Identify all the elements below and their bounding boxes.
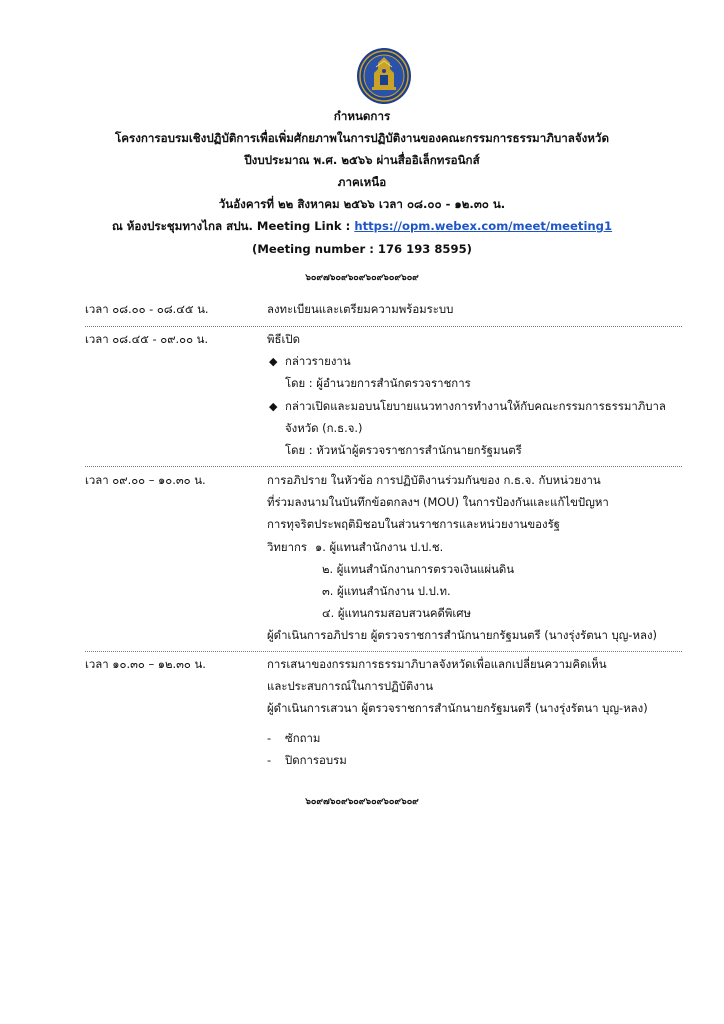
forum-moderator: ผู้ดำเนินการเสวนา ผู้ตรวจราชการสำนักนายกรัฐมนตรี (นางรุ่งรัตนา บุญ-หลง) bbox=[267, 701, 648, 715]
schedule-time-3: เวลา ๐๙.๐๐ – ๑๐.๓๐ น. bbox=[85, 473, 206, 487]
event-date: วันอังคารที่ ๒๒ สิงหาคม ๒๕๖๖ เวลา ๐๘.๐๐ - ๑๒.๓๐ น. bbox=[218, 197, 506, 211]
project-title: โครงการอบรมเชิงปฏิบัติการเพื่อเพิ่มศักยภาพในการปฏิบัติงานของคณะกรรมการธรรมาภิบาลจังหวัด bbox=[115, 131, 609, 145]
meeting-link[interactable]: https://opm.webex.com/meet/meeting1 bbox=[354, 219, 613, 233]
schedule-time-1: เวลา ๐๘.๐๐ - ๐๘.๔๕ น. bbox=[85, 302, 209, 316]
fiscal-year: ปีงบประมาณ พ.ศ. ๒๕๖๖ ผ่านสื่ออิเล็กทรอนิกส์ bbox=[244, 153, 480, 167]
government-seal-icon bbox=[356, 47, 412, 105]
speaker-4: ๔. ผู้แทนกรมสอบสวนคดีพิเศษ bbox=[322, 606, 472, 620]
speaker-1: ๑. ผู้แทนสำนักงาน ป.ป.ช. bbox=[315, 540, 444, 554]
page-title: กำหนดการ bbox=[333, 109, 391, 123]
opening-item-speech-by: โดย : หัวหน้าผู้ตรวจราชการสำนักนายกรัฐมนตรี bbox=[285, 443, 522, 457]
opening-item-report: กล่าวรายงาน bbox=[285, 354, 351, 368]
meeting-number: (Meeting number : 176 193 8595) bbox=[252, 242, 472, 256]
row-divider bbox=[85, 651, 682, 652]
schedule-time-2: เวลา ๐๘.๔๕ - ๐๙.๐๐ น. bbox=[85, 332, 209, 346]
schedule-title-1: ลงทะเบียนและเตรียมความพร้อมระบบ bbox=[267, 302, 454, 316]
dash-bullet: - bbox=[267, 731, 272, 745]
row-divider bbox=[85, 466, 682, 467]
schedule-title-2: พิธีเปิด bbox=[267, 332, 300, 346]
panel-topic-line-3: การทุจริตประพฤติมิชอบในส่วนราชการและหน่วยงานของรัฐ bbox=[267, 517, 560, 531]
panel-topic-line-1: การอภิปราย ในหัวข้อ การปฏิบัติงานร่วมกันของ ก.ธ.จ. กับหน่วยงาน bbox=[267, 473, 601, 487]
opening-item-speech: กล่าวเปิดและมอบนโยบายแนวทางการทำงานให้กับคณะกรรมการธรรมาภิบาล bbox=[285, 399, 666, 413]
diamond-bullet-icon: ◆ bbox=[269, 355, 278, 368]
closing-item-qa: ซักถาม bbox=[285, 731, 321, 745]
speakers-label: วิทยากร bbox=[267, 540, 307, 554]
closing-item-close: ปิดการอบรม bbox=[285, 753, 347, 767]
panel-topic-line-2: ที่ร่วมลงนามในบันทึกข้อตกลงฯ (MOU) ในการป้องกันและแก้ไขปัญหา bbox=[267, 495, 609, 509]
separator-bottom: ๖๐๙๗๖๐๙๖๐๙๖๐๙๖๐๙๖๐๙ bbox=[305, 797, 419, 807]
region: ภาคเหนือ bbox=[337, 175, 387, 189]
diamond-bullet-icon: ◆ bbox=[269, 400, 278, 413]
schedule-time-4: เวลา ๑๐.๓๐ – ๑๒.๓๐ น. bbox=[85, 657, 206, 671]
forum-line-2: และประสบการณ์ในการปฏิบัติงาน bbox=[267, 679, 434, 693]
separator-top: ๖๐๙๗๖๐๙๖๐๙๖๐๙๖๐๙๖๐๙ bbox=[305, 273, 419, 283]
forum-line-1: การเสนาของกรรมการธรรมาภิบาลจังหวัดเพื่อแลกเปลี่ยนความคิดเห็น bbox=[267, 657, 607, 671]
dash-bullet: - bbox=[267, 753, 272, 767]
panel-moderator: ผู้ดำเนินการอภิปราย ผู้ตรวจราชการสำนักนายกรัฐมนตรี (นางรุ่งรัตนา บุญ-หลง) bbox=[267, 628, 657, 642]
venue-line bbox=[0, 219, 724, 234]
speaker-2: ๒. ผู้แทนสำนักงานการตรวจเงินแผ่นดิน bbox=[322, 562, 515, 576]
venue-text: ณ ห้องประชุมทางไกล สปน. Meeting Link : bbox=[111, 219, 355, 233]
row-divider bbox=[85, 326, 682, 327]
opening-item-speech-cont: จังหวัด (ก.ธ.จ.) bbox=[285, 421, 363, 435]
opening-item-report-by: โดย : ผู้อำนวยการสำนักตรวจราชการ bbox=[285, 376, 471, 390]
speaker-3: ๓. ผู้แทนสำนักงาน ป.ป.ท. bbox=[322, 584, 451, 598]
